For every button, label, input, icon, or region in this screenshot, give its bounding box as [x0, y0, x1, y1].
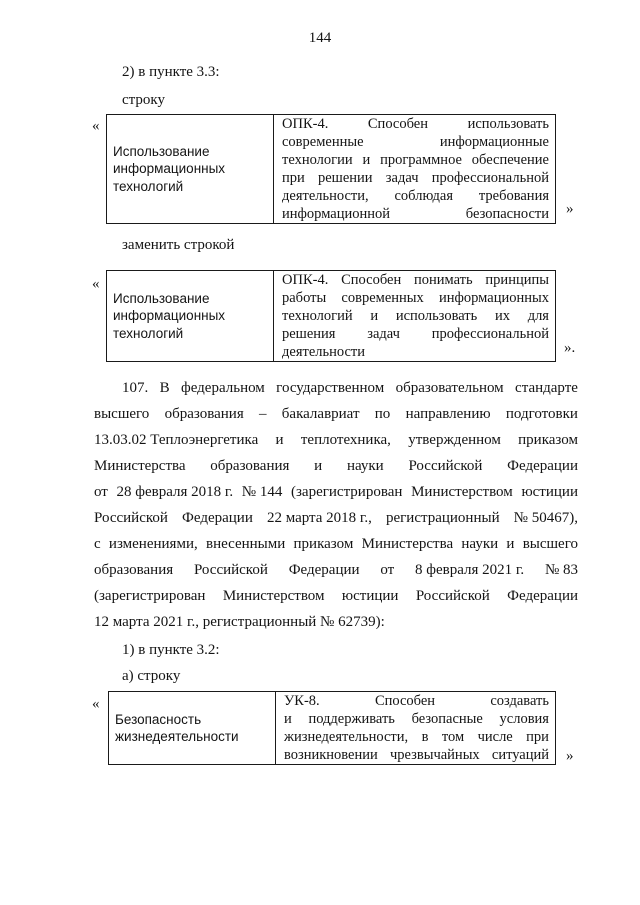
competency-text-line: современные информационные — [282, 134, 549, 150]
competency-text-line: работы современных информационных — [282, 290, 549, 306]
competency-text-line: технологии и программное обеспечение — [282, 152, 549, 168]
competency-name-line: Безопасность — [115, 711, 202, 727]
competency-text-line: информационной безопасности — [282, 206, 549, 222]
competency-name-line: информационных — [113, 161, 226, 177]
paragraph-line: высшего образования – бакалавриат по направлению подготовки — [94, 406, 578, 422]
paragraph-107 — [94, 380, 578, 640]
competency-text-line: технологий и использовать их для — [282, 308, 549, 324]
open-quote: « — [92, 276, 100, 292]
close-quote: » — [566, 201, 574, 217]
paragraph-line: с изменениями, внесенными приказом Министерства науки и высшего — [94, 536, 578, 552]
competency-text-line: УК-8. Способен создавать — [284, 693, 549, 709]
paragraph-line: 12 марта 2021 г., регистрационный № 62739): — [94, 614, 385, 630]
uk8-row-right-cell — [276, 692, 556, 765]
replace-label: заменить строкой — [122, 237, 235, 253]
old-row-table — [106, 114, 556, 224]
paragraph-line: образования Российской Федерации от 8 февраля 2021 г. № 83 — [94, 562, 578, 578]
paragraph-line: (зарегистрирован Министерством юстиции Российской Федерации — [94, 588, 578, 604]
row-label: строку — [122, 92, 165, 108]
competency-text-line: решения задач профессиональной — [282, 326, 549, 342]
paragraph-line: 107. В федеральном государственном образовательном стандарте — [122, 380, 578, 396]
competency-text-line: ОПК-4. Способен использовать — [282, 116, 549, 132]
paragraph-line: 13.03.02 Теплоэнергетика и теплотехника, утвержденном приказом — [94, 432, 578, 448]
page-number: 144 — [308, 30, 332, 46]
uk8-row-left-cell — [109, 692, 276, 765]
competency-text-line: жизнедеятельности, в том числе при — [284, 729, 549, 745]
uk8-row-table — [108, 691, 556, 765]
open-quote: « — [92, 118, 100, 134]
competency-name-line: информационных — [113, 308, 226, 324]
competency-text-line: и поддерживать безопасные условия — [284, 711, 549, 727]
competency-text-line: деятельности, соблюдая требования — [282, 188, 549, 204]
new-row-left-cell — [107, 271, 274, 362]
paragraph-line: Российской Федерации 22 марта 2018 г., регистрационный № 50467), — [94, 510, 578, 526]
close-quote: » — [566, 748, 574, 764]
competency-text-line: деятельности — [282, 344, 366, 360]
paragraph-line: от 28 февраля 2018 г. № 144 (зарегистрирован Министерством юстиции — [94, 484, 578, 500]
new-row-right-cell — [274, 271, 556, 362]
competency-text-line: при решении задач профессиональной — [282, 170, 549, 186]
close-quote-dot: ». — [564, 340, 576, 356]
competency-text-line: возникновении чрезвычайных ситуаций — [284, 747, 549, 763]
subitem-a: а) строку — [122, 668, 181, 684]
competency-name-line: Использование — [113, 290, 210, 306]
competency-name-line: технологий — [113, 325, 184, 341]
competency-name-line: жизнедеятельности — [115, 729, 239, 744]
new-row-table — [106, 270, 556, 362]
competency-name-line: технологий — [113, 178, 184, 194]
competency-text-line: ОПК-4. Способен понимать принципы — [282, 272, 549, 288]
item-2-heading: 2) в пункте 3.3: — [122, 64, 220, 80]
open-quote: « — [92, 696, 100, 712]
paragraph-line: Министерства образования и науки Российской Федерации — [94, 458, 578, 474]
competency-name-line: Использование — [113, 143, 210, 159]
item-1-heading: 1) в пункте 3.2: — [122, 642, 220, 658]
old-row-left-cell — [107, 115, 274, 224]
old-row-right-cell — [274, 115, 556, 224]
